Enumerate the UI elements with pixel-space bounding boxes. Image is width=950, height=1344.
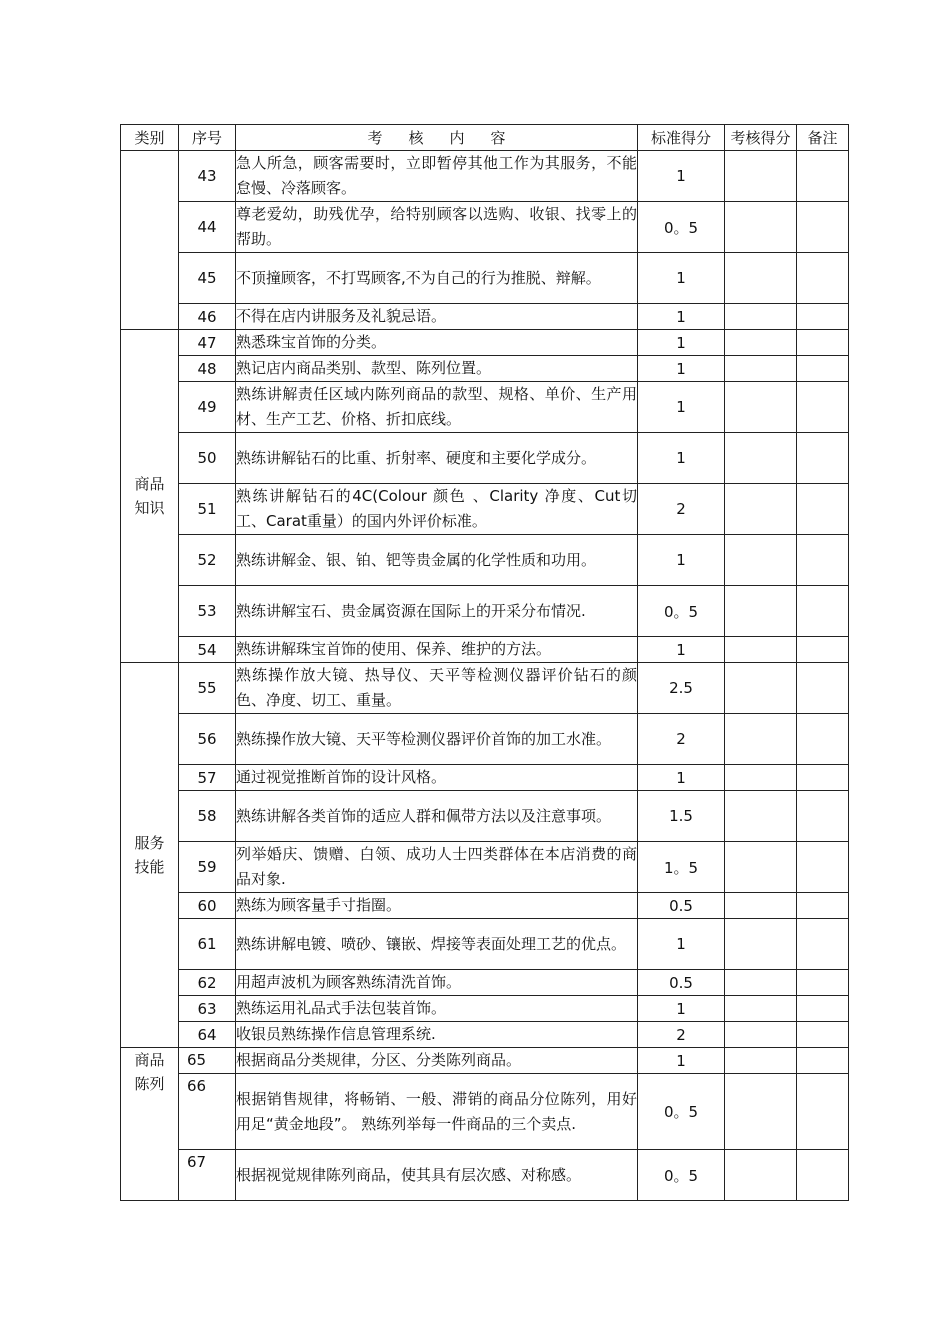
- row-standard-score: 0.5: [638, 970, 725, 996]
- row-content: 熟练为顾客量手寸指圈。: [236, 893, 638, 919]
- row-assessed-score: [725, 253, 797, 304]
- row-number: 52: [179, 535, 236, 586]
- category-cell-empty: [121, 151, 179, 330]
- row-content: 根据商品分类规律，分区、分类陈列商品。: [236, 1048, 638, 1074]
- table-row: [121, 765, 849, 791]
- row-standard-score: 1: [638, 330, 725, 356]
- row-assessed-score: [725, 535, 797, 586]
- row-standard-score: 0。5: [638, 1150, 725, 1201]
- table-row: [121, 586, 849, 637]
- row-remarks: [797, 637, 849, 663]
- row-number: 55: [179, 663, 236, 714]
- table-row: [121, 202, 849, 253]
- row-number: 43: [179, 151, 236, 202]
- row-remarks: [797, 535, 849, 586]
- row-content: 不顶撞顾客，不打骂顾客,不为自己的行为推脱、辩解。: [236, 253, 638, 304]
- row-remarks: [797, 996, 849, 1022]
- table-row: [121, 637, 849, 663]
- row-assessed-score: [725, 1074, 797, 1150]
- row-assessed-score: [725, 714, 797, 765]
- table-row: [121, 330, 849, 356]
- header-assessed-score: 考核得分: [725, 125, 797, 151]
- header-category: 类别: [121, 125, 179, 151]
- row-standard-score: 1: [638, 382, 725, 433]
- row-content: 根据视觉规律陈列商品，使其具有层次感、对称感。: [236, 1150, 638, 1201]
- row-assessed-score: [725, 151, 797, 202]
- row-remarks: [797, 151, 849, 202]
- header-content: 考核内容: [236, 125, 638, 151]
- row-standard-score: 2: [638, 1022, 725, 1048]
- row-assessed-score: [725, 919, 797, 970]
- row-remarks: [797, 765, 849, 791]
- table-row: [121, 1022, 849, 1048]
- row-assessed-score: [725, 484, 797, 535]
- category-knowledge: 商品知识: [121, 330, 179, 663]
- row-number: 46: [179, 304, 236, 330]
- row-content: 急人所急，顾客需要时，立即暂停其他工作为其服务，不能怠慢、冷落顾客。: [236, 151, 638, 202]
- row-content: 熟练操作放大镜、天平等检测仪器评价首饰的加工水准。: [236, 714, 638, 765]
- row-number: 54: [179, 637, 236, 663]
- row-content: 熟练讲解电镀、喷砂、镶嵌、焊接等表面处理工艺的优点。: [236, 919, 638, 970]
- row-remarks: [797, 433, 849, 484]
- table-row: [121, 304, 849, 330]
- table-row: [121, 919, 849, 970]
- table-row: [121, 714, 849, 765]
- row-assessed-score: [725, 202, 797, 253]
- row-number: 45: [179, 253, 236, 304]
- row-assessed-score: [725, 663, 797, 714]
- row-standard-score: 0。5: [638, 202, 725, 253]
- row-standard-score: 1: [638, 433, 725, 484]
- row-standard-score: 2: [638, 714, 725, 765]
- row-standard-score: 1.5: [638, 791, 725, 842]
- row-content: 熟记店内商品类别、款型、陈列位置。: [236, 356, 638, 382]
- row-remarks: [797, 1074, 849, 1150]
- row-content: 熟练讲解钻石的4C(Colour 颜色 、Clarity 净度、Cut切工、Carat重量）的国内外评价标准。: [236, 484, 638, 535]
- row-standard-score: 2: [638, 484, 725, 535]
- row-content: 熟悉珠宝首饰的分类。: [236, 330, 638, 356]
- row-remarks: [797, 1048, 849, 1074]
- row-standard-score: 1: [638, 253, 725, 304]
- row-assessed-score: [725, 330, 797, 356]
- row-number: 53: [179, 586, 236, 637]
- row-content: 熟练讲解责任区域内陈列商品的款型、规格、单价、生产用材、生产工艺、价格、折扣底线。: [236, 382, 638, 433]
- row-standard-score: 0.5: [638, 893, 725, 919]
- row-assessed-score: [725, 433, 797, 484]
- row-number: 58: [179, 791, 236, 842]
- row-assessed-score: [725, 356, 797, 382]
- row-standard-score: 1: [638, 151, 725, 202]
- assessment-table: [120, 124, 849, 1201]
- row-remarks: [797, 893, 849, 919]
- row-number: 63: [179, 996, 236, 1022]
- header-number: 序号: [179, 125, 236, 151]
- row-assessed-score: [725, 1022, 797, 1048]
- table-row: [121, 970, 849, 996]
- row-remarks: [797, 970, 849, 996]
- row-assessed-score: [725, 893, 797, 919]
- row-content: 熟练运用礼品式手法包装首饰。: [236, 996, 638, 1022]
- category-skills: 服务技能: [121, 663, 179, 1048]
- row-assessed-score: [725, 586, 797, 637]
- row-number: 67: [179, 1150, 236, 1201]
- row-remarks: [797, 714, 849, 765]
- row-number: 66: [179, 1074, 236, 1150]
- row-assessed-score: [725, 791, 797, 842]
- table-row: [121, 382, 849, 433]
- row-standard-score: 1: [638, 1048, 725, 1074]
- row-content: 不得在店内讲服务及礼貌忌语。: [236, 304, 638, 330]
- row-number: 48: [179, 356, 236, 382]
- row-content: 列举婚庆、馈赠、白领、成功人士四类群体在本店消费的商品对象.: [236, 842, 638, 893]
- row-standard-score: 1: [638, 996, 725, 1022]
- row-number: 57: [179, 765, 236, 791]
- table-row: [121, 791, 849, 842]
- row-content: 熟练讲解各类首饰的适应人群和佩带方法以及注意事项。: [236, 791, 638, 842]
- row-remarks: [797, 586, 849, 637]
- table-row: [121, 253, 849, 304]
- row-standard-score: 1: [638, 535, 725, 586]
- row-number: 65: [179, 1048, 236, 1074]
- row-content: 熟练讲解金、银、铂、钯等贵金属的化学性质和功用。: [236, 535, 638, 586]
- table-row: [121, 996, 849, 1022]
- table-row: [121, 484, 849, 535]
- row-assessed-score: [725, 996, 797, 1022]
- row-standard-score: 1: [638, 356, 725, 382]
- table-row: [121, 663, 849, 714]
- row-remarks: [797, 253, 849, 304]
- row-remarks: [797, 330, 849, 356]
- row-number: 49: [179, 382, 236, 433]
- row-remarks: [797, 791, 849, 842]
- category-display: 商品陈列: [121, 1048, 179, 1201]
- row-standard-score: 1: [638, 637, 725, 663]
- row-assessed-score: [725, 765, 797, 791]
- row-content: 熟练讲解珠宝首饰的使用、保养、维护的方法。: [236, 637, 638, 663]
- row-number: 44: [179, 202, 236, 253]
- row-assessed-score: [725, 1150, 797, 1201]
- row-remarks: [797, 663, 849, 714]
- row-assessed-score: [725, 637, 797, 663]
- table-row: [121, 842, 849, 893]
- header-row: [121, 125, 849, 151]
- row-assessed-score: [725, 842, 797, 893]
- row-number: 64: [179, 1022, 236, 1048]
- row-standard-score: 1。5: [638, 842, 725, 893]
- row-remarks: [797, 842, 849, 893]
- row-number: 62: [179, 970, 236, 996]
- row-assessed-score: [725, 1048, 797, 1074]
- row-content: 熟练操作放大镜、热导仪、天平等检测仪器评价钻石的颜色、净度、切工、重量。: [236, 663, 638, 714]
- row-standard-score: 0。5: [638, 586, 725, 637]
- row-assessed-score: [725, 304, 797, 330]
- row-number: 59: [179, 842, 236, 893]
- row-assessed-score: [725, 970, 797, 996]
- row-number: 61: [179, 919, 236, 970]
- row-remarks: [797, 484, 849, 535]
- row-number: 60: [179, 893, 236, 919]
- row-standard-score: 0。5: [638, 1074, 725, 1150]
- table-row: [121, 1048, 849, 1074]
- table-row: [121, 893, 849, 919]
- row-content: 熟练讲解钻石的比重、折射率、硬度和主要化学成分。: [236, 433, 638, 484]
- table-row: [121, 356, 849, 382]
- table-row: [121, 1074, 849, 1150]
- table-row: [121, 1150, 849, 1201]
- row-assessed-score: [725, 382, 797, 433]
- header-remarks: 备注: [797, 125, 849, 151]
- row-number: 50: [179, 433, 236, 484]
- table-row: [121, 151, 849, 202]
- row-number: 51: [179, 484, 236, 535]
- row-remarks: [797, 919, 849, 970]
- row-content: 尊老爱幼，助残优孕，给特别顾客以选购、收银、找零上的帮助。: [236, 202, 638, 253]
- row-standard-score: 1: [638, 919, 725, 970]
- row-remarks: [797, 1150, 849, 1201]
- row-remarks: [797, 356, 849, 382]
- row-content: 熟练讲解宝石、贵金属资源在国际上的开采分布情况.: [236, 586, 638, 637]
- header-standard-score: 标准得分: [638, 125, 725, 151]
- row-content: 根据销售规律，将畅销、一般、滞销的商品分位陈列，用好用足“黄金地段”。 熟练列举每一件商品的三个卖点.: [236, 1074, 638, 1150]
- row-content: 通过视觉推断首饰的设计风格。: [236, 765, 638, 791]
- row-remarks: [797, 304, 849, 330]
- row-content: 用超声波机为顾客熟练清洗首饰。: [236, 970, 638, 996]
- row-number: 56: [179, 714, 236, 765]
- row-standard-score: 2.5: [638, 663, 725, 714]
- row-remarks: [797, 1022, 849, 1048]
- row-standard-score: 1: [638, 765, 725, 791]
- row-remarks: [797, 202, 849, 253]
- row-standard-score: 1: [638, 304, 725, 330]
- table-row: [121, 535, 849, 586]
- row-content: 收银员熟练操作信息管理系统.: [236, 1022, 638, 1048]
- table-row: [121, 433, 849, 484]
- row-remarks: [797, 382, 849, 433]
- row-number: 47: [179, 330, 236, 356]
